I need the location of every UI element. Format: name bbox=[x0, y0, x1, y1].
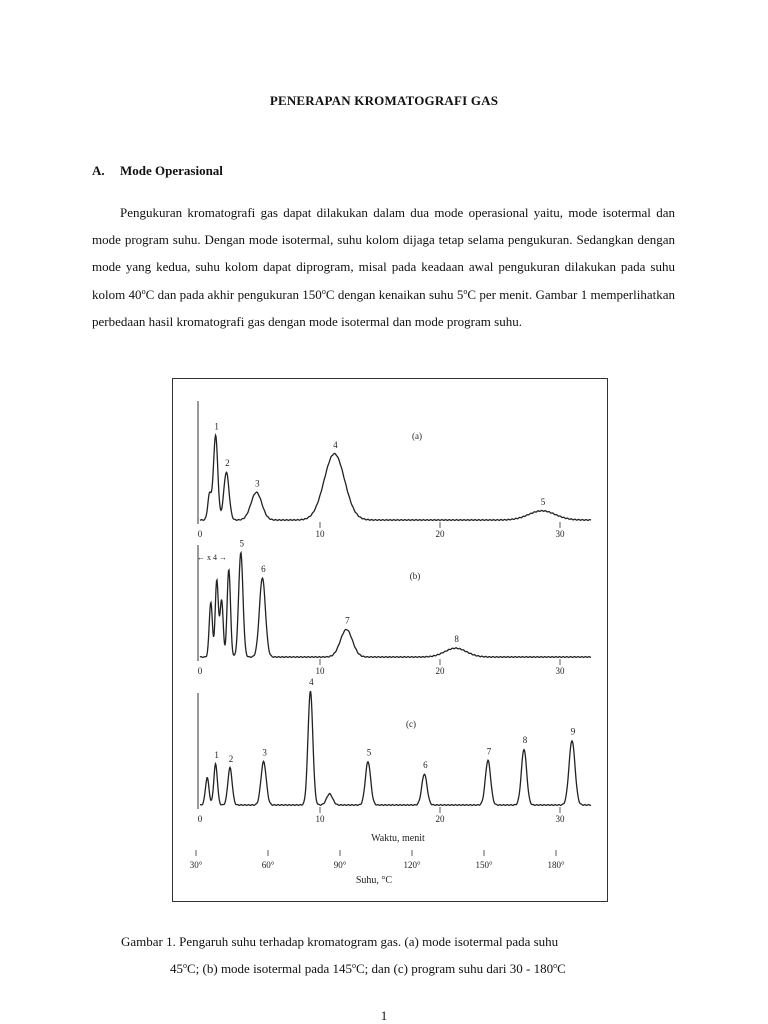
attenuation-label: ← x 4 → bbox=[197, 553, 227, 562]
temp-tick-label: 30° bbox=[189, 860, 203, 870]
page-number: 1 bbox=[380, 1008, 388, 1023]
temp-axis-title: Suhu, °C bbox=[355, 875, 393, 886]
peak-label: 2 bbox=[228, 753, 234, 764]
caption-text: 45 bbox=[170, 961, 183, 976]
time-tick-label: 20 bbox=[435, 529, 445, 539]
caption-text: C; dan (c) program suhu dari 30 - 180 bbox=[356, 961, 554, 976]
temp-tick-label: 150° bbox=[475, 860, 493, 870]
time-tick-label: 30 bbox=[555, 814, 565, 824]
peak-label: 5 bbox=[540, 496, 546, 507]
temp-tick-label: 120° bbox=[403, 860, 421, 870]
superscript: o bbox=[321, 286, 326, 296]
superscript: o bbox=[553, 961, 558, 970]
section-heading bbox=[92, 163, 223, 179]
time-axis-title: Waktu, menit bbox=[371, 833, 425, 844]
peak-label: 8 bbox=[522, 735, 528, 746]
time-tick-label: 0 bbox=[197, 666, 203, 676]
page-title: PENERAPAN KROMATOGRAFI GAS bbox=[269, 93, 499, 108]
peak-label: 2 bbox=[225, 458, 230, 469]
chromatogram-figure bbox=[172, 378, 608, 902]
panel-label: (c) bbox=[406, 719, 416, 729]
peak-label: 6 bbox=[423, 760, 428, 770]
peak-label: 3 bbox=[255, 478, 260, 489]
temp-tick-label: 180° bbox=[547, 860, 565, 870]
time-tick-label: 0 bbox=[197, 814, 203, 824]
time-tick-label: 10 bbox=[315, 666, 325, 676]
caption-text: C; (b) mode isotermal pada 145 bbox=[187, 961, 352, 976]
paragraph-text: C dengan kenaikan suhu 5 bbox=[325, 286, 464, 302]
paragraph-text: Pengukuran kromatografi gas dapat dilakukan dalam dua mode operasional yaitu, mode isotermal dan mode program suhu. Dengan mode isotermal, suhu kolom dijaga tetap selama pengukuran. Sedangkan dengan mode yang kedua, suhu kolom dapat diprogram, misal pada keadaan awal pengukuran dilakukan pada suhu kolom 40 bbox=[92, 205, 675, 302]
time-tick-label: 30 bbox=[555, 529, 565, 539]
chromatogram-trace bbox=[200, 553, 591, 658]
panel-label: (b) bbox=[409, 571, 421, 581]
section-title: Mode Operasional bbox=[120, 163, 223, 178]
peak-label: 7 bbox=[486, 746, 492, 757]
time-tick-label: 30 bbox=[555, 666, 565, 676]
chromatogram-svg bbox=[173, 379, 608, 902]
paragraph-text: C dan pada akhir pengukuran 150 bbox=[145, 286, 322, 302]
peak-label: 3 bbox=[262, 747, 267, 758]
caption-text: C bbox=[557, 961, 566, 976]
superscript: o bbox=[352, 961, 356, 970]
peak-label: 4 bbox=[309, 676, 314, 687]
paragraph-text: C per menit. Gambar 1 memperlihatkan perbedaan hasil kromatografi gas dengan mode isotermal dan mode program suhu. bbox=[92, 286, 675, 329]
peak-label: 6 bbox=[261, 563, 266, 574]
temp-tick-label: 60° bbox=[261, 860, 275, 870]
peak-label: 7 bbox=[345, 615, 350, 626]
peak-label: 1 bbox=[214, 750, 219, 761]
time-tick-label: 20 bbox=[435, 814, 445, 824]
time-tick-label: 10 bbox=[315, 814, 325, 824]
peak-label: 4 bbox=[333, 439, 338, 450]
peak-label: 5 bbox=[239, 538, 245, 549]
superscript: o bbox=[463, 286, 468, 296]
section-number: A. bbox=[92, 163, 105, 178]
peak-label: 5 bbox=[366, 747, 372, 758]
peak-label: 1 bbox=[214, 421, 219, 432]
peak-label: 9 bbox=[570, 726, 576, 737]
superscript: o bbox=[183, 961, 187, 970]
panel-label: (a) bbox=[412, 431, 422, 441]
caption-line-2 bbox=[121, 955, 675, 982]
chromatogram-trace bbox=[200, 691, 591, 805]
temp-tick-label: 90° bbox=[333, 860, 347, 870]
time-tick-label: 10 bbox=[315, 529, 325, 539]
body-paragraph bbox=[92, 199, 675, 335]
caption-line-1: Gambar 1. Pengaruh suhu terhadap kromatogram gas. (a) mode isotermal pada suhu bbox=[121, 934, 559, 949]
peak-label: 8 bbox=[454, 634, 459, 645]
time-tick-label: 20 bbox=[435, 666, 445, 676]
figure-caption bbox=[121, 928, 675, 982]
superscript: o bbox=[141, 286, 146, 296]
time-tick-label: 0 bbox=[197, 529, 203, 539]
